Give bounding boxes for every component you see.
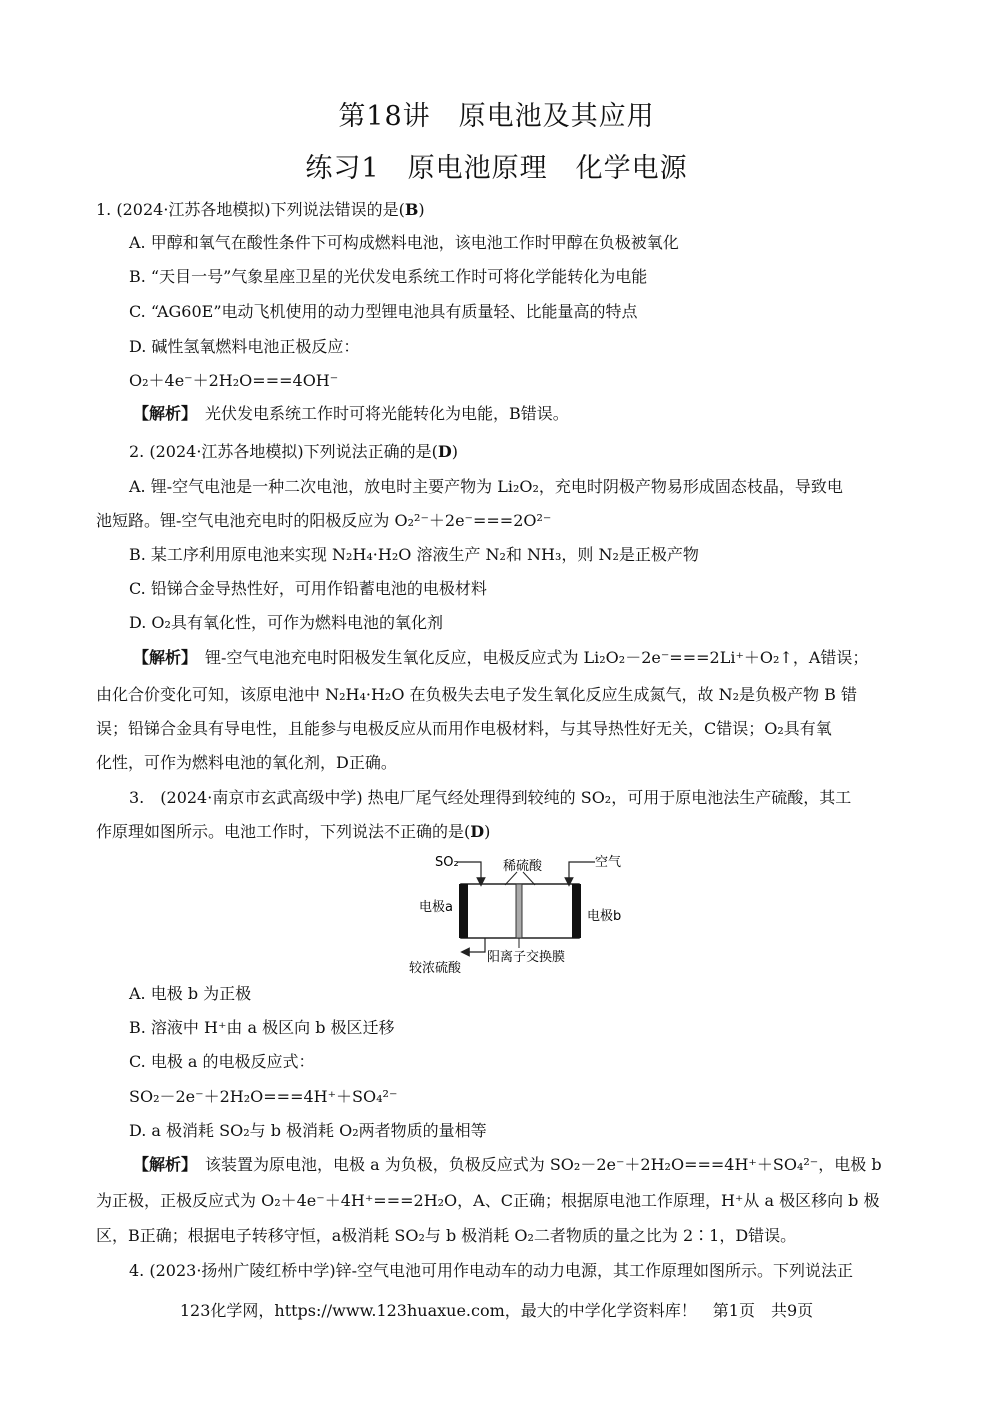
q2-analysis-line1: 【解析】 锂-空气电池充电时阳极发生氧化反应，电极反应式为 Li₂O₂－2e⁻===2Li⁺＋O₂↑，A错误； [133,648,869,667]
q3-stem-line2: 作原理如图所示。电池工作时，下列说法不正确的是(D) [96,822,491,841]
q3-analysis-line2: 为正极，正极反应式为 O₂＋4e⁻＋4H⁺===2H₂O，A、C正确；根据原电池工作原理，H⁺从 a 极区移向 b 极 [96,1191,880,1210]
q2-analysis-line4: 化性，可作为燃料电池的氧化剂，D正确。 [96,753,397,772]
page-footer: 123化学网，https://www.123huaxue.com，最大的中学化学资料库！ 第1页 共9页 [179,1301,814,1320]
electrode-b-label: 电极b [587,909,622,924]
q1-stem: 1. (2024·江苏各地模拟)下列说法错误的是(B) [96,200,425,219]
q2-option-a-line1: A. 锂-空气电池是一种二次电池，放电时主要产物为 Li₂O₂，充电时阴极产物易形成固态枝晶，导致电 [129,477,843,496]
q3-stem-line1: 3. (2024·南京市玄武高级中学) 热电厂尾气经处理得到较纯的 SO₂，可用于原电池法生产硫酸，其工 [129,788,852,807]
electrode-a-label: 电极a [419,900,453,915]
air-inlet-arrow [569,862,595,882]
q3-analysis-line3: 区，B正确；根据电子转移守恒，a极消耗 SO₂与 b 极消耗 O₂二者物质的量之比为 2∶1，D错误。 [96,1226,797,1245]
q1-answer: B [404,200,419,219]
membrane-label: 阳离子交换膜 [487,950,566,965]
q3-analysis-line1: 【解析】 该装置为原电池，电极 a 为负极，负极反应式为 SO₂－2e⁻＋2H₂O===4H⁺＋SO₄²⁻，电极 b [133,1155,882,1174]
q2-analysis-line3: 误；铅锑合金具有导电性，且能参与电极反应从而用作电极材料，与其导热性好无关，C错误；O₂具有氧 [96,719,832,738]
electrode-b [572,884,581,938]
q3-option-a: A. 电极 b 为正极 [129,984,252,1003]
q2-option-b: B. 某工序利用原电池来实现 N₂H₄·H₂O 溶液生产 N₂和 NH₃，则 N₂是正极产物 [129,545,699,564]
q1-equation: O₂＋4e⁻＋2H₂O===4OH⁻ [129,371,339,390]
page-subtitle: 练习1 原电池原理 化学电源 [305,153,688,184]
q2-analysis-line2: 由化合价变化可知，该原电池中 N₂H₄·H₂O 在负极失去电子发生氧化反应生成氮气，故 N₂是负极产物 B 错 [96,685,857,704]
q3-option-d: D. a 极消耗 SO₂与 b 极消耗 O₂两者物质的量相等 [129,1121,487,1140]
q1-option-b: B. “天目一号”气象星座卫星的光伏发电系统工作时可将化学能转化为电能 [129,267,648,286]
q3-option-b: B. 溶液中 H⁺由 a 极区向 b 极区迁移 [129,1018,395,1037]
electrode-a [459,884,468,938]
q3-option-c: C. 电极 a 的电极反应式： [129,1052,315,1071]
dilute-acid-label: 稀硫酸 [503,859,543,874]
q2-answer: D [437,442,452,461]
q1-option-a: A. 甲醇和氧气在酸性条件下可构成燃料电池，该电池工作时甲醇在负极被氧化 [129,233,679,252]
q2-option-d: D. O₂具有氧化性，可作为燃料电池的氧化剂 [129,613,443,632]
q2-option-c: C. 铅锑合金导热性好，可用作铅蓄电池的电极材料 [129,579,487,598]
battery-diagram [405,848,635,976]
q2-option-a-line2: 池短路。锂-空气电池充电时的阳极反应为 O₂²⁻＋2e⁻===2O²⁻ [96,511,552,530]
q4-stem: 4. (2023·扬州广陵红桥中学)锌-空气电池可用作电动车的动力电源，其工作原理如图所示。下列说法正 [129,1261,854,1280]
q1-analysis: 【解析】 光伏发电系统工作时可将光能转化为电能，B错误。 [133,404,569,423]
cation-exchange-membrane [516,884,522,938]
so2-label: SO₂ [435,855,459,870]
page-title: 第18讲 原电池及其应用 [338,101,655,132]
q3-answer: D [470,822,485,841]
so2-inlet-arrow [457,862,481,882]
conc-acid-label: 较浓硫酸 [409,961,462,976]
air-label: 空气 [595,855,622,870]
q1-option-c: C. “AG60E”电动飞机使用的动力型锂电池具有质量轻、比能量高的特点 [129,302,638,321]
conc-acid-outlet-arrow [465,938,485,952]
q3-equation: SO₂－2e⁻＋2H₂O===4H⁺＋SO₄²⁻ [129,1087,398,1106]
q2-stem: 2. (2024·江苏各地模拟)下列说法正确的是(D) [129,442,459,461]
q1-option-d: D. 碱性氢氧燃料电池正极反应： [129,337,360,356]
